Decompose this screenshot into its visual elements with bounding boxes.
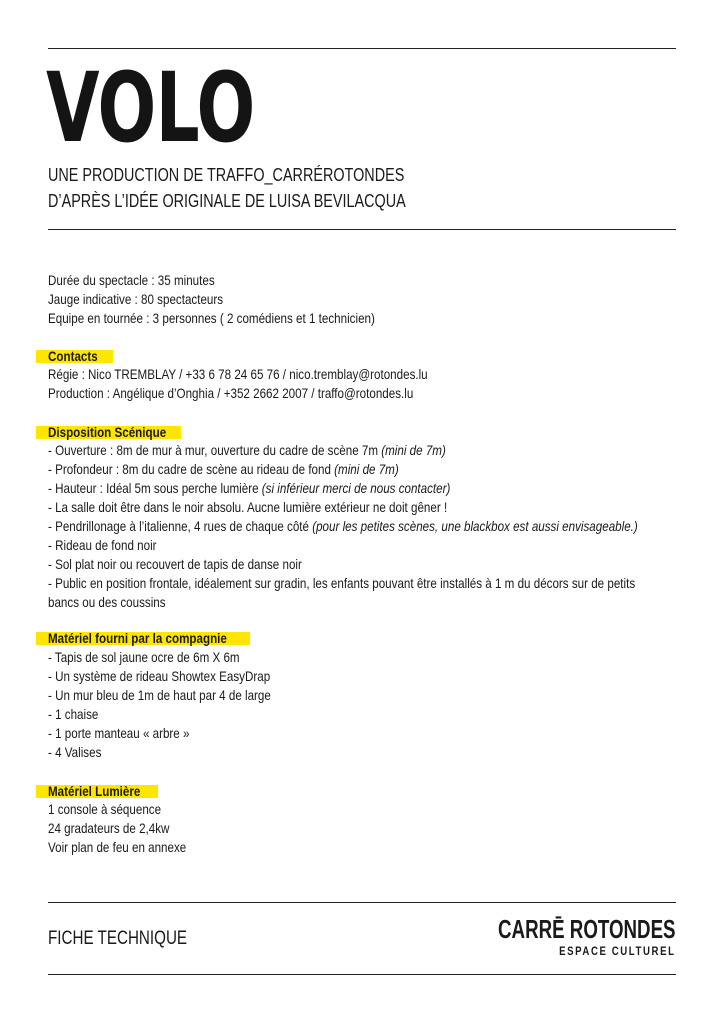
carre-rotondes-logo: [486, 914, 676, 960]
list-item: - Sol plat noir ou recouvert de tapis de danse noir: [48, 556, 302, 572]
subtitle-line-1: UNE PRODUCTION DE TRAFFO_CARRÉROTONDES: [48, 165, 405, 185]
list-item: bancs ou des coussins: [48, 594, 166, 610]
list-item-note: (mini de 7m): [334, 461, 399, 477]
list-item: - Public en position frontale, idéalement sur gradin, les enfants pouvant être installés à 1 m du décors sur de petits: [48, 575, 636, 591]
list-item: - Hauteur : Idéal 5m sous perche lumière (si inférieur merci de nous contacter): [48, 480, 451, 496]
materiel-heading-label: Matériel fourni par la compagnie: [48, 630, 227, 646]
list-item: - Tapis de sol jaune ocre de 6m X 6m: [48, 649, 240, 665]
info-team: Equipe en tournée : 3 personnes ( 2 comédiens et 1 technicien): [48, 310, 375, 326]
footer-bottom-rule: [48, 974, 676, 975]
info-duration: Durée du spectacle : 35 minutes: [48, 272, 215, 288]
contact-production: Production : Angélique d’Onghia / +352 2662 2007 / traffo@rotondes.lu: [48, 385, 414, 401]
list-item: - 1 porte manteau « arbre »: [48, 725, 190, 741]
top-rule: [48, 48, 676, 49]
logo-sub-text: ESPACE CULTUREL: [559, 944, 676, 958]
list-item: - Un mur bleu de 1m de haut par 4 de large: [48, 687, 271, 703]
header-bottom-rule: [48, 229, 676, 230]
info-capacity: Jauge indicative : 80 spectacteurs: [48, 291, 224, 307]
list-item: Voir plan de feu en annexe: [48, 839, 187, 855]
list-item: - Rideau de fond noir: [48, 537, 157, 553]
list-item: - Pendrillonage à l’italienne, 4 rues de chaque côté (pour les petites scènes, une blackbox est aussi envisageable.): [48, 518, 638, 534]
page-title: VOLO: [46, 52, 255, 164]
list-item: - Profondeur : 8m du cadre de scène au rideau de fond (mini de 7m): [48, 461, 399, 477]
subtitle-line-2: D’APRÈS L’IDÉE ORIGINALE DE LUISA BEVILACQUA: [48, 191, 406, 211]
logo-main-text: CARRĒ ROTONDES: [498, 914, 676, 944]
list-item-note: (mini de 7m): [381, 442, 446, 458]
disposition-heading: [36, 426, 181, 439]
list-item: 1 console à séquence: [48, 801, 162, 817]
footer-top-rule: [48, 902, 676, 903]
contacts-heading: [36, 350, 113, 363]
list-item: - 1 chaise: [48, 706, 99, 722]
footer-label: FICHE TECHNIQUE: [48, 928, 188, 949]
list-item: - Un système de rideau Showtex EasyDrap: [48, 668, 271, 684]
list-item: - Ouverture : 8m de mur à mur, ouverture du cadre de scène 7m (mini de 7m): [48, 442, 446, 458]
contacts-heading-label: Contacts: [48, 348, 98, 364]
list-item: - 4 Valises: [48, 744, 102, 760]
contact-regie: Régie : Nico TREMBLAY / +33 6 78 24 65 76 / nico.tremblay@rotondes.lu: [48, 366, 428, 382]
list-item: - La salle doit être dans le noir absolu. Aucne lumière extérieur ne doit gêner !: [48, 499, 448, 515]
lumiere-heading: [36, 785, 158, 798]
list-item-note: (si inférieur merci de nous contacter): [261, 480, 451, 496]
list-item-note: (pour les petites scènes, une blackbox est aussi envisageable.): [312, 518, 638, 534]
disposition-heading-label: Disposition Scénique: [48, 424, 167, 440]
lumiere-heading-label: Matériel Lumière: [48, 783, 141, 799]
materiel-heading: [36, 632, 250, 645]
list-item: 24 gradateurs de 2,4kw: [48, 820, 170, 836]
